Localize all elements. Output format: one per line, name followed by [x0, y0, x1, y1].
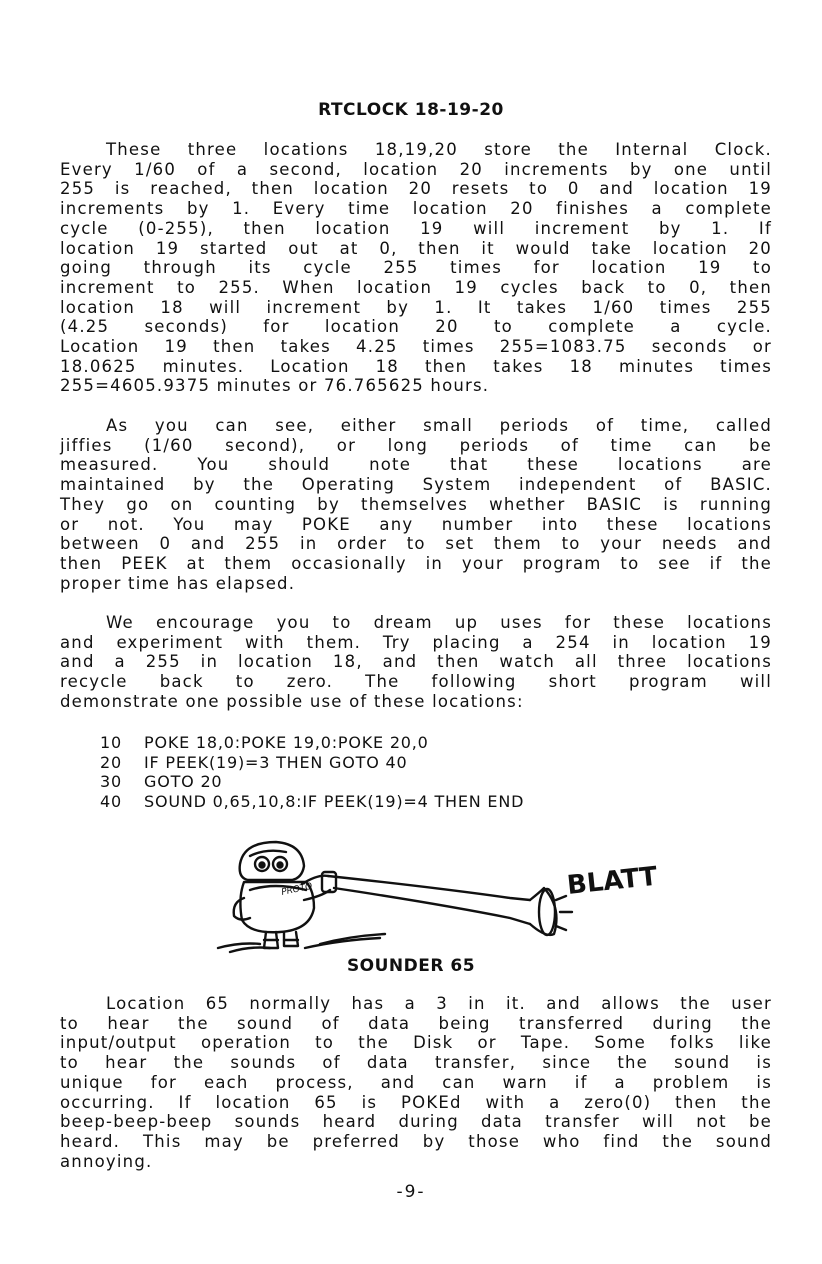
text-line: heard. This may be preferred by those who find the sound	[60, 1131, 772, 1151]
text-line: location 18 will increment by 1. It takes 1/60 times 255	[60, 297, 772, 317]
text-line: 255 is reached, then location 20 resets to 0 and location 19	[60, 179, 772, 199]
rtclock-paragraph-2	[60, 416, 772, 593]
program-line	[100, 733, 700, 753]
program-line	[100, 753, 700, 773]
text-line: unique for each process, and can warn if a problem is	[60, 1072, 772, 1092]
text-line: Location 19 then takes 4.25 times 255=1083.75 seconds or	[60, 337, 772, 357]
text-line: (4.25 seconds) for location 20 to complete a cycle.	[60, 317, 772, 337]
line-code: SOUND 0,65,10,8:IF PEEK(19)=4 THEN END	[144, 791, 525, 811]
line-number: 40	[100, 791, 122, 811]
sounder-paragraph-1	[60, 994, 772, 1171]
line-code: POKE 18,0:POKE 19,0:POKE 20,0	[144, 733, 429, 752]
line-number: 20	[100, 752, 122, 772]
text-line: increments by 1. Every time location 20 finishes a complete	[60, 199, 772, 219]
rtclock-paragraph-3	[60, 613, 772, 712]
text-line: measured. You should note that these locations are	[60, 455, 772, 475]
proto-horn-cartoon	[210, 838, 680, 960]
section-title-sounder: SOUNDER 65	[346, 956, 476, 976]
text-line: cycle (0-255), then location 19 will increment by 1. If	[60, 218, 772, 238]
section-title-rtclock: RTCLOCK 18-19-20	[318, 100, 504, 120]
blatt-sound-text: BLATT	[565, 861, 659, 901]
text-line: input/output operation to the Disk or Tape. Some folks like	[60, 1033, 772, 1053]
line-number: 30	[100, 772, 122, 791]
program-line	[100, 792, 700, 812]
text-line: They go on counting by themselves whether BASIC is running	[60, 494, 772, 514]
text-line: recycle back to zero. The following short program will	[60, 672, 772, 692]
text-line: to hear the sound of data being transferred during the	[60, 1013, 772, 1033]
text-line: to hear the sounds of data transfer, since the sound is	[60, 1053, 772, 1073]
text-line: then PEEK at them occasionally in your program to see if the	[60, 553, 772, 573]
text-line: jiffies (1/60 second), or long periods of time can be	[60, 435, 772, 455]
text-line: demonstrate one possible use of these locations:	[60, 691, 524, 711]
basic-program-listing	[100, 733, 700, 811]
text-line: occurring. If location 65 is POKEd with a zero(0) then the	[60, 1092, 772, 1112]
line-code: GOTO 20	[144, 772, 223, 791]
text-line: between 0 and 255 in order to set them to your needs and	[60, 534, 772, 554]
text-line: maintained by the Operating System independent of BASIC.	[60, 475, 772, 495]
page-number: -9-	[396, 1182, 426, 1202]
text-line: increment to 255. When location 19 cycles back to 0, then	[60, 277, 772, 297]
text-line: and experiment with them. Try placing a 254 in location 19	[60, 632, 772, 652]
proto-badge-text: PROTO	[280, 881, 314, 898]
line-number: 10	[100, 733, 122, 752]
text-line: 255=4605.9375 minutes or 76.765625 hours.	[60, 376, 490, 396]
text-line: We encourage you to dream up uses for these locations	[106, 613, 772, 632]
line-code: IF PEEK(19)=3 THEN GOTO 40	[144, 752, 408, 772]
text-line: or not. You may POKE any number into these locations	[60, 514, 772, 534]
text-line: annoying.	[60, 1151, 153, 1171]
text-line: Location 65 normally has a 3 in it. and allows the user	[106, 994, 772, 1013]
text-line: and a 255 in location 18, and then watch all three locations	[60, 652, 772, 672]
text-line: proper time has elapsed.	[60, 573, 296, 593]
text-line: These three locations 18,19,20 store the Internal Clock.	[106, 140, 772, 159]
text-line: going through its cycle 255 times for location 19 to	[60, 258, 772, 278]
text-line: As you can see, either small periods of time, called	[106, 416, 772, 435]
text-line: 18.0625 minutes. Location 18 then takes 18 minutes times	[60, 356, 772, 376]
text-line: Every 1/60 of a second, location 20 increments by one until	[60, 159, 772, 179]
rtclock-paragraph-1	[60, 140, 772, 396]
text-line: location 19 started out at 0, then it would take location 20	[60, 238, 772, 258]
text-line: beep-beep-beep sounds heard during data transfer will not be	[60, 1112, 772, 1132]
program-line	[100, 772, 700, 792]
